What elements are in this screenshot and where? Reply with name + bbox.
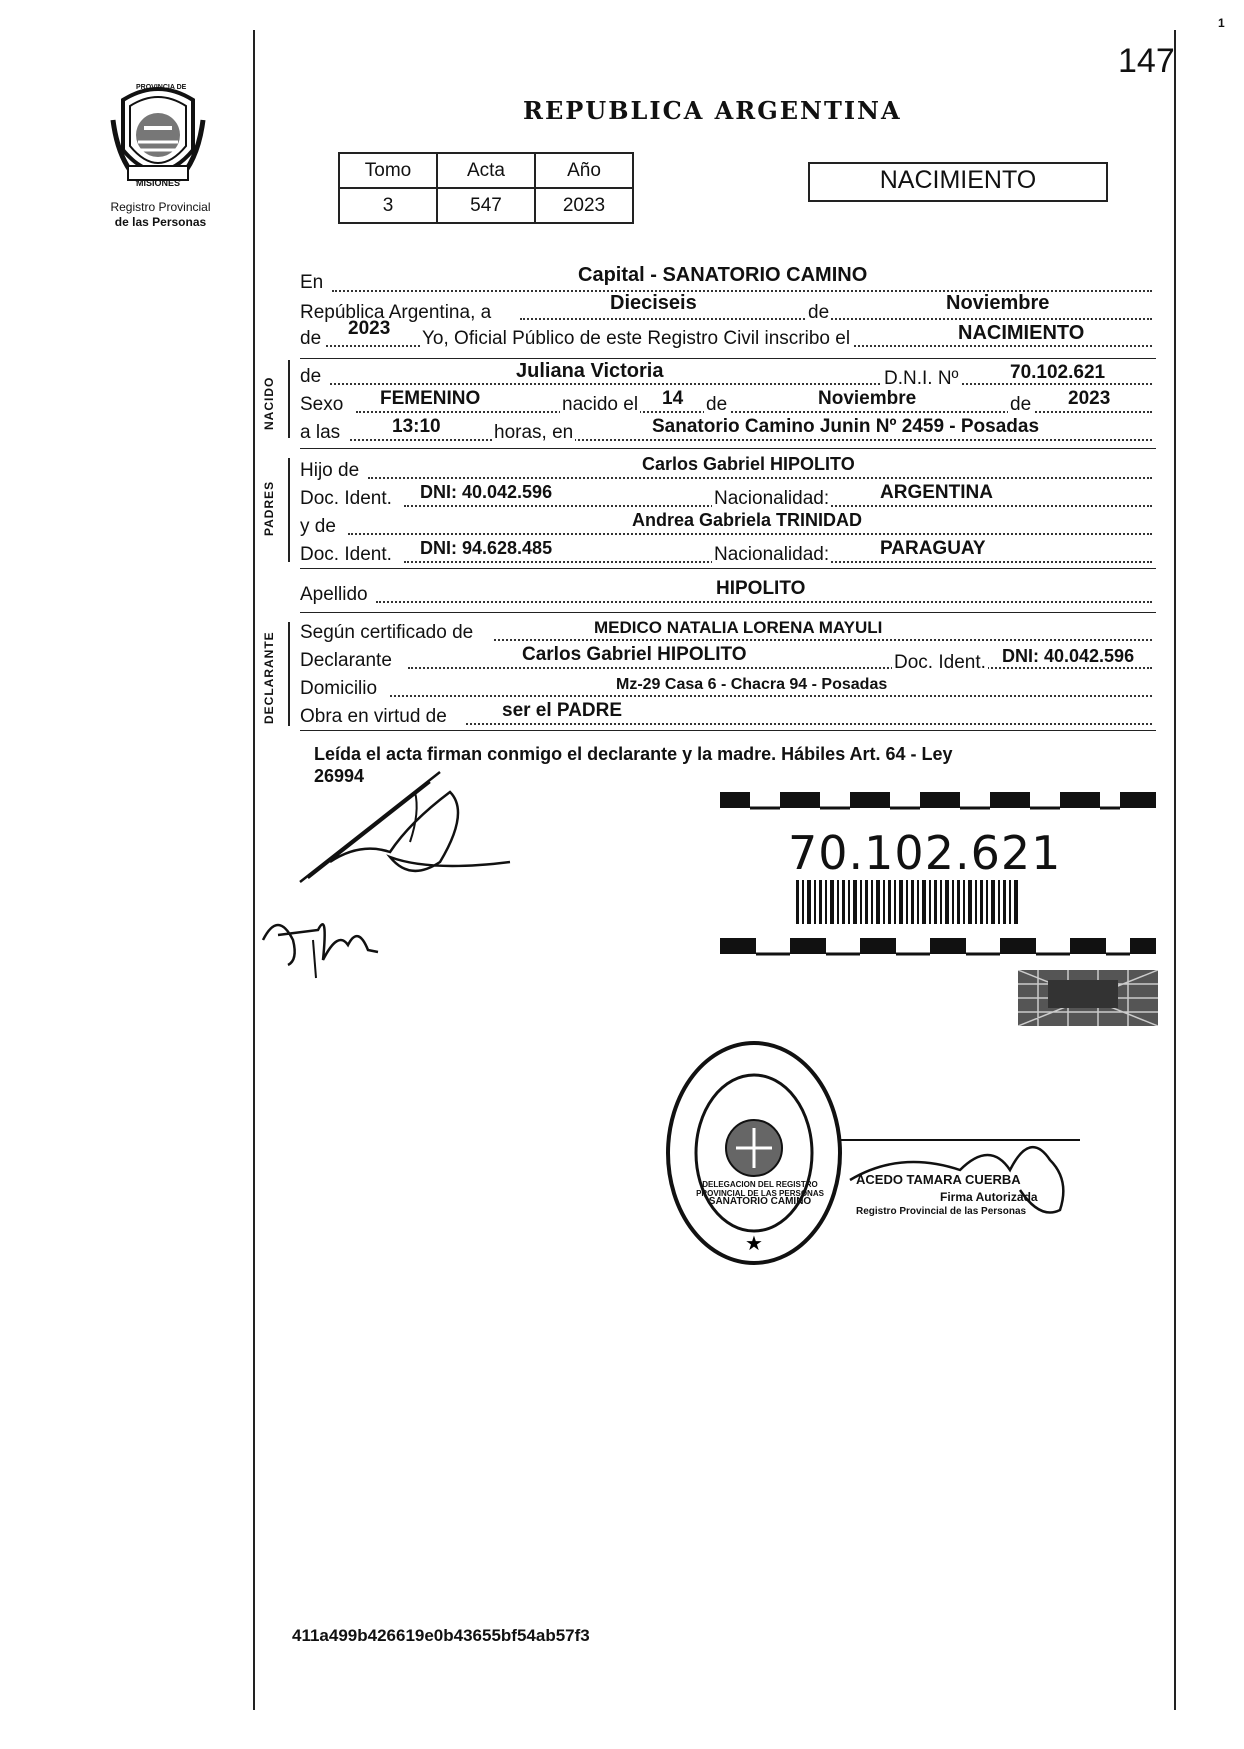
official-name: ACEDO TAMARA CUERBA xyxy=(856,1172,1021,1187)
page-number: 147 xyxy=(1118,42,1175,80)
republic-dots xyxy=(520,318,1152,320)
apellido-dots xyxy=(376,601,1152,603)
reference-table xyxy=(338,152,634,224)
time-dots xyxy=(350,439,1152,441)
father-nac-label: Nacionalidad: xyxy=(714,488,830,509)
barcode-number: 70.102.621 xyxy=(788,826,1062,880)
corner-mark: 1 xyxy=(1218,16,1225,30)
value-tomo: 3 xyxy=(339,188,437,223)
nacido-top-line xyxy=(300,358,1156,359)
official-role: Firma Autorizada xyxy=(940,1190,1038,1204)
apellido-label: Apellido xyxy=(300,584,368,605)
decl-dots xyxy=(408,667,1152,669)
horas-label: horas, en xyxy=(494,422,574,443)
act-value: NACIMIENTO xyxy=(958,322,1085,344)
registry-line2: de las Personas xyxy=(114,215,207,229)
place-value: Capital - SANATORIO CAMINO xyxy=(578,264,868,286)
mother-dots xyxy=(348,533,1152,535)
header-anio: Año xyxy=(535,153,633,188)
decl-doc-label: Doc. Ident. xyxy=(894,652,986,673)
day-word-value: Dieciseis xyxy=(610,292,697,314)
document-title: REPUBLICA ARGENTINA xyxy=(523,96,902,125)
security-pattern-bottom xyxy=(720,936,1160,958)
intro-sentence: Yo, Oficial Público de este Registro Civil inscribo el xyxy=(422,328,851,349)
nacido-bar xyxy=(288,360,290,438)
sexo-label: Sexo xyxy=(300,394,344,415)
dom-value: Mz-29 Casa 6 - Chacra 94 - Posadas xyxy=(616,676,888,693)
crest-top-text: PROVINCIA DE xyxy=(136,84,187,91)
dni-label: D.N.I. Nº xyxy=(884,368,959,389)
declarant-signature xyxy=(290,752,520,912)
declarante-section-label: DECLARANTE xyxy=(262,631,276,724)
dom-dots xyxy=(390,695,1152,697)
svg-text:★: ★ xyxy=(745,1231,763,1255)
child-name-value: Juliana Victoria xyxy=(516,360,664,382)
apellido-value: HIPOLITO xyxy=(716,578,806,599)
cert-value: MEDICO NATALIA LORENA MAYULI xyxy=(594,618,883,637)
value-anio: 2023 xyxy=(535,188,633,223)
crest-bottom-text: MISIONES xyxy=(136,178,181,188)
en-label: En xyxy=(300,272,324,293)
left-margin-line xyxy=(253,30,255,1710)
document-hash: 411a499b426619e0b43655bf54ab57f3 xyxy=(292,1626,590,1645)
type-label: NACIMIENTO xyxy=(879,166,1037,194)
mother-name-value: Andrea Gabriela TRINIDAD xyxy=(632,510,863,530)
nacido-section-label: NACIDO xyxy=(262,376,276,430)
right-margin-line xyxy=(1174,30,1176,1710)
padres-section-label: PADRES xyxy=(262,480,276,536)
birth-place-value: Sanatorio Camino Junin Nº 2459 - Posadas xyxy=(652,416,1040,437)
hijo-de-label: Hijo de xyxy=(300,460,360,481)
header-tomo: Tomo xyxy=(339,153,437,188)
birth-month-value: Noviembre xyxy=(818,388,917,409)
birth-year-value: 2023 xyxy=(1068,388,1111,409)
decl-label: Declarante xyxy=(300,650,392,671)
cert-label: Según certificado de xyxy=(300,622,474,643)
padres-bottom-line xyxy=(300,568,1156,569)
birth-day-value: 14 xyxy=(662,388,684,409)
cert-dots xyxy=(494,639,1152,641)
declarante-bar xyxy=(288,622,290,726)
obra-dots xyxy=(466,723,1152,725)
y-de-label: y de xyxy=(300,516,336,537)
mother-signature xyxy=(258,890,388,980)
stamp-inner-text: SANATORIO CAMINO xyxy=(708,1196,812,1207)
nacido-de-label: de xyxy=(300,366,322,387)
security-pattern-top xyxy=(720,790,1160,812)
nacido-de-label-2: de xyxy=(706,394,728,415)
father-dots xyxy=(368,477,1152,479)
month-value: Noviembre xyxy=(946,292,1050,314)
padres-top-line xyxy=(300,448,1156,449)
padres-bar xyxy=(288,458,290,562)
year-label: de xyxy=(300,328,322,349)
child-dni-value: 70.102.621 xyxy=(1010,362,1106,383)
stamp-ring-text: DELEGACION DEL REGISTRO PROVINCIAL DE LAS PERSONAS xyxy=(696,1180,824,1198)
misiones-crest-logo xyxy=(108,80,208,192)
mother-doc-label: Doc. Ident. xyxy=(300,544,392,565)
dom-label: Domicilio xyxy=(300,678,378,699)
mother-doc-value: DNI: 94.628.485 xyxy=(420,538,553,558)
closing-line-2: 26994 xyxy=(314,766,365,786)
father-doc-label: Doc. Ident. xyxy=(300,488,392,509)
security-hologram xyxy=(1018,970,1158,1026)
de-label-1: de xyxy=(808,302,830,323)
mother-nac-label: Nacionalidad: xyxy=(714,544,830,565)
a-las-label: a las xyxy=(300,422,341,443)
nacido-de-label-3: de xyxy=(1010,394,1032,415)
registry-stamp xyxy=(664,1038,844,1268)
obra-label: Obra en virtud de xyxy=(300,706,447,727)
decl-doc-value: DNI: 40.042.596 xyxy=(1002,646,1135,666)
year-value: 2023 xyxy=(348,318,391,339)
sexo-value: FEMENINO xyxy=(380,388,481,409)
header-acta: Acta xyxy=(437,153,535,188)
closing-line-1: Leída el acta firman conmigo el declarante y la madre. Hábiles Art. 64 - Ley xyxy=(314,744,953,764)
declarante-bottom-line xyxy=(300,730,1156,731)
republic-label: República Argentina, a xyxy=(300,302,492,323)
official-org: Registro Provincial de las Personas xyxy=(856,1206,1027,1217)
value-acta: 547 xyxy=(437,188,535,223)
registry-line1: Registro Provincial xyxy=(110,200,211,214)
apellido-bottom-line xyxy=(300,612,1156,613)
nacido-el-label: nacido el xyxy=(562,394,639,415)
father-name-value: Carlos Gabriel HIPOLITO xyxy=(642,454,855,474)
decl-value: Carlos Gabriel HIPOLITO xyxy=(522,644,747,665)
birth-time-value: 13:10 xyxy=(392,416,441,437)
mother-nationality-value: PARAGUAY xyxy=(880,538,986,559)
father-nationality-value: ARGENTINA xyxy=(880,482,993,503)
obra-value: ser el PADRE xyxy=(502,700,623,721)
barcode xyxy=(796,880,1018,924)
father-doc-value: DNI: 40.042.596 xyxy=(420,482,553,502)
